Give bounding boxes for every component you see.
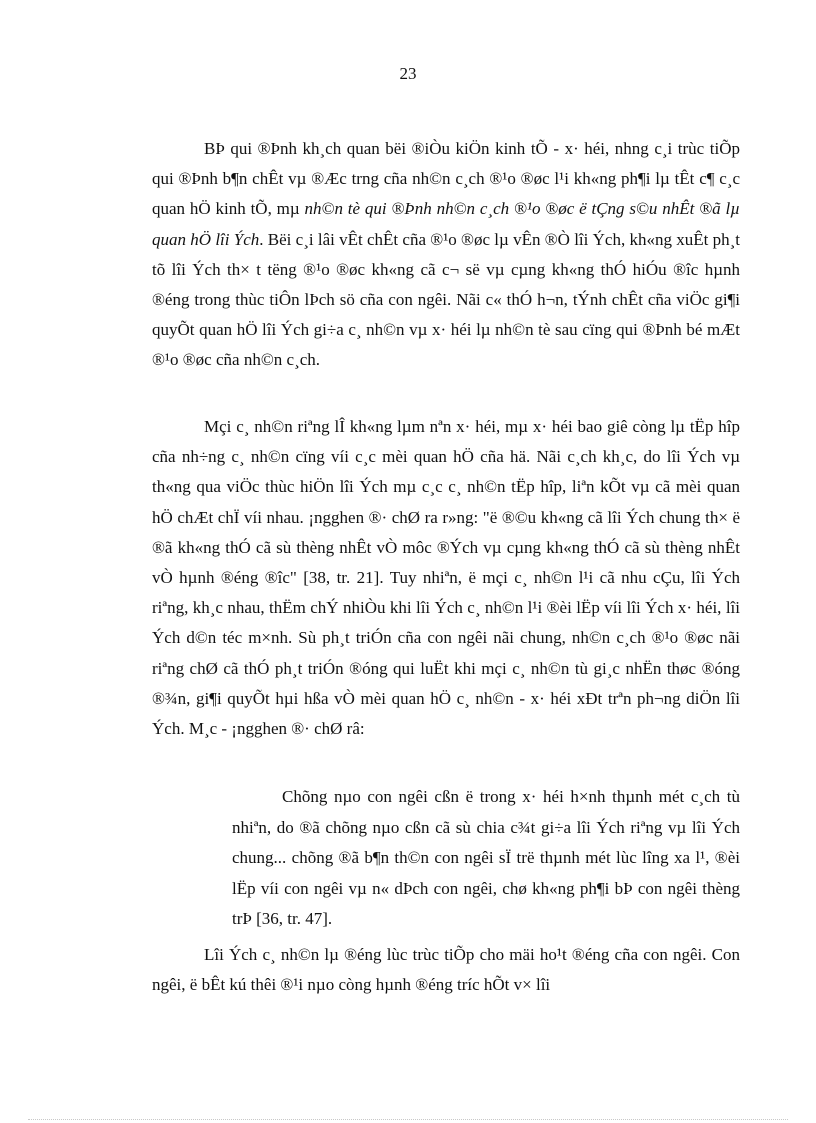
paragraph-1-text-a: BÞ qui ®Þnh kh¸ch quan bëi ®iÒu kiÖn kinh tÕ - x· héi, nhng c¸i trùc tiÕp qui ®Þnh b¶n chÊt vµ ®Æc trng cña nh©n c¸ch ®¹o ®øc l¹i kh«ng ph¶i lµ tÊt c¶ c¸c quan hÖ kinh tÕ, mµ — [152, 139, 740, 219]
paragraph-3: Lîi Ých c¸ nh©n lµ ®éng lùc trùc tiÕp cho mäi ho¹t ®éng cña con ngêi. Con ngêi, ë bÊt kú thêi ®¹i nµo còng hµnh ®éng tríc hÕt v× lîi — [152, 945, 740, 995]
paragraph-1-italic: nh©n tè qui ®Þnh nh©n c¸ch ®¹o ®øc ë tÇng s©u nhÊt ®ã lµ quan hÖ lîi Ých — [152, 199, 740, 249]
paragraph-1 — [152, 134, 740, 376]
paragraph-1-text-b: . Bëi c¸i lâi vÊt chÊt cña ®¹o ®øc lµ vÊn ®Ò lîi Ých, kh«ng xuÊt ph¸t tõ lîi Ých th× t tëng ®¹o ®øc kh«ng cã c¬ së vµ cµng kh«ng thÓ hiÓu ®îc hµnh ®éng trong thùc tiÔn lÞch sö cña con ngêi. Nãi c« thÓ h¬n, tÝnh chÊt cña viÖc gi¶i quyÕt quan hÖ lîi Ých gi÷a c¸ nh©n vµ x· héi lµ nh©n tè sau cïng qui ®Þnh bé mÆt ®¹o ®øc cña nh©n c¸ch. — [152, 229, 741, 370]
page-number: 23 — [399, 64, 417, 83]
block-quote: Chõng nµo con ngêi cßn ë trong x· héi h×nh thµnh mét c¸ch tù nhiªn, do ®ã chõng nµo cßn cã sù chia c¾t gi÷a lîi Ých riªng vµ lîi Ých chung... chõng ®ã b¶n th©n con ngêi sÏ trë thµnh mét lùc lîng xa l¹, ®èi lËp víi con ngêi vµ n« dÞch con ngêi, chø kh«ng ph¶i bÞ con ngêi thèng trÞ [36, tr. 47]. — [232, 787, 740, 929]
page-bottom-rule — [28, 1119, 788, 1120]
paragraph-2: Mçi c¸ nh©n riªng lÎ kh«ng lµm nªn x· héi, mµ x· héi bao giê còng lµ tËp hîp cña nh÷ng c¸ nh©n cïng víi c¸c mèi quan hÖ cña hä. Nãi c¸ch kh¸c, do lîi Ých vµ th«ng qua viÖc thùc hiÖn lîi Ých mµ c¸c c¸ nh©n tËp hîp, liªn kÕt vµ cã mèi quan hÖ chÆt chÏ víi nhau. ¡ngghen ®· chØ ra r»ng: "ë ®©u kh«ng cã lîi Ých chung th× ë ®ã kh«ng thÓ cã sù thèng nhÊt vÒ môc ®Ých vµ cµng kh«ng thÓ cã sù thèng nhÊt vÒ hµnh ®éng ®îc" [38, tr. 21]. Tuy nhiªn, ë mçi c¸ nh©n l¹i cã nhu cÇu, lîi Ých riªng, kh¸c nhau, thËm chÝ nhiÒu khi lîi Ých c¸ nh©n l¹i ®èi lËp víi lîi Ých x· héi, lîi Ých d©n téc m×nh. Sù ph¸t triÓn cña con ngêi nãi chung, nh©n c¸ch ®¹o ®øc nãi riªng chØ cã thÓ ph¸t triÓn ®óng qui luËt khi mçi c¸ nh©n tù gi¸c nhËn thøc ®óng ®¾n, gi¶i quyÕt hµi hßa vÒ mèi quan hÖ c¸ nh©n - x· héi xÐt trªn ph¬ng diÖn lîi Ých. M¸c - ¡ngghen ®· chØ râ: — [152, 417, 740, 739]
